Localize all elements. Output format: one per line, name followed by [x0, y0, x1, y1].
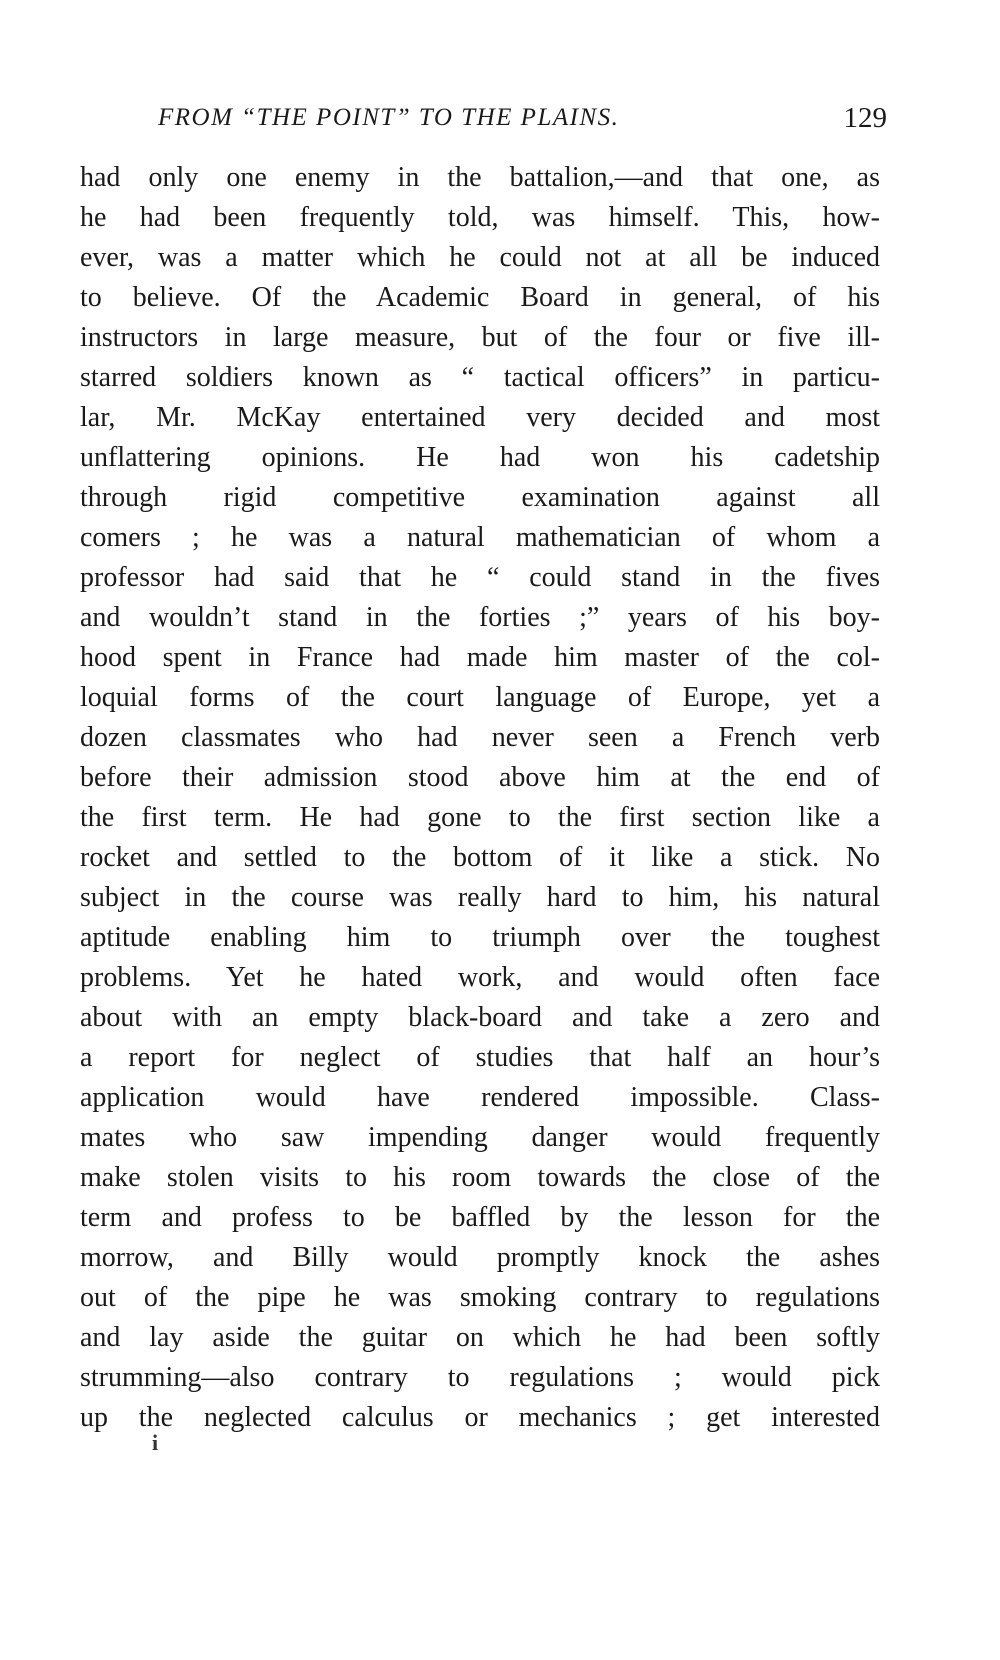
text-line: aptitude enabling him to triumph over the toughest: [80, 922, 880, 953]
text-line: and lay aside the guitar on which he had been softly: [80, 1322, 880, 1353]
text-line: about with an empty black-board and take a zero and: [80, 1002, 880, 1033]
text-line: ever, was a matter which he could not at all be induced: [80, 242, 880, 273]
text-line: out of the pipe he was smoking contrary to regulations: [80, 1282, 880, 1313]
text-line: lar, Mr. McKay entertained very decided and most: [80, 402, 880, 433]
text-line: term and profess to be baffled by the lesson for the: [80, 1202, 880, 1233]
text-line: a report for neglect of studies that half an hour’s: [80, 1042, 880, 1073]
text-line: problems. Yet he hated work, and would often face: [80, 962, 880, 993]
text-line: make stolen visits to his room towards the close of the: [80, 1162, 880, 1193]
page-number: 129: [843, 102, 887, 134]
text-line: he had been frequently told, was himself. This, how-: [80, 202, 880, 233]
text-line: through rigid competitive examination against all: [80, 482, 880, 513]
running-title: FROM “THE POINT” TO THE PLAINS.: [158, 104, 620, 131]
text-line: hood spent in France had made him master of the col-: [80, 642, 880, 673]
text-line: strumming—also contrary to regulations ; would pick: [80, 1362, 880, 1393]
text-line: and wouldn’t stand in the forties ;” years of his boy-: [80, 602, 880, 633]
text-line: subject in the course was really hard to him, his natural: [80, 882, 880, 913]
text-line: mates who saw impending danger would frequently: [80, 1122, 880, 1153]
text-line: loquial forms of the court language of Europe, yet a: [80, 682, 880, 713]
text-line: dozen classmates who had never seen a French verb: [80, 722, 880, 753]
text-line: the first term. He had gone to the first section like a: [80, 802, 880, 833]
text-line: rocket and settled to the bottom of it like a stick. No: [80, 842, 880, 873]
text-line: application would have rendered impossible. Class-: [80, 1082, 880, 1113]
text-line: had only one enemy in the battalion,—and that one, as: [80, 162, 880, 193]
text-line: starred soldiers known as “ tactical officers” in particu-: [80, 362, 880, 393]
text-line: up the neglected calculus or mechanics ; get interested: [80, 1402, 880, 1433]
running-head: [80, 98, 887, 138]
text-line: before their admission stood above him at the end of: [80, 762, 880, 793]
text-line: comers ; he was a natural mathematician of whom a: [80, 522, 880, 553]
text-line: to believe. Of the Academic Board in general, of his: [80, 282, 880, 313]
text-line: instructors in large measure, but of the four or five ill-: [80, 322, 880, 353]
signature-mark: i: [152, 1430, 159, 1455]
text-line: professor had said that he “ could stand in the fives: [80, 562, 880, 593]
body-text: [80, 158, 880, 1438]
text-line: unflattering opinions. He had won his cadetship: [80, 442, 880, 473]
text-line: morrow, and Billy would promptly knock the ashes: [80, 1242, 880, 1273]
